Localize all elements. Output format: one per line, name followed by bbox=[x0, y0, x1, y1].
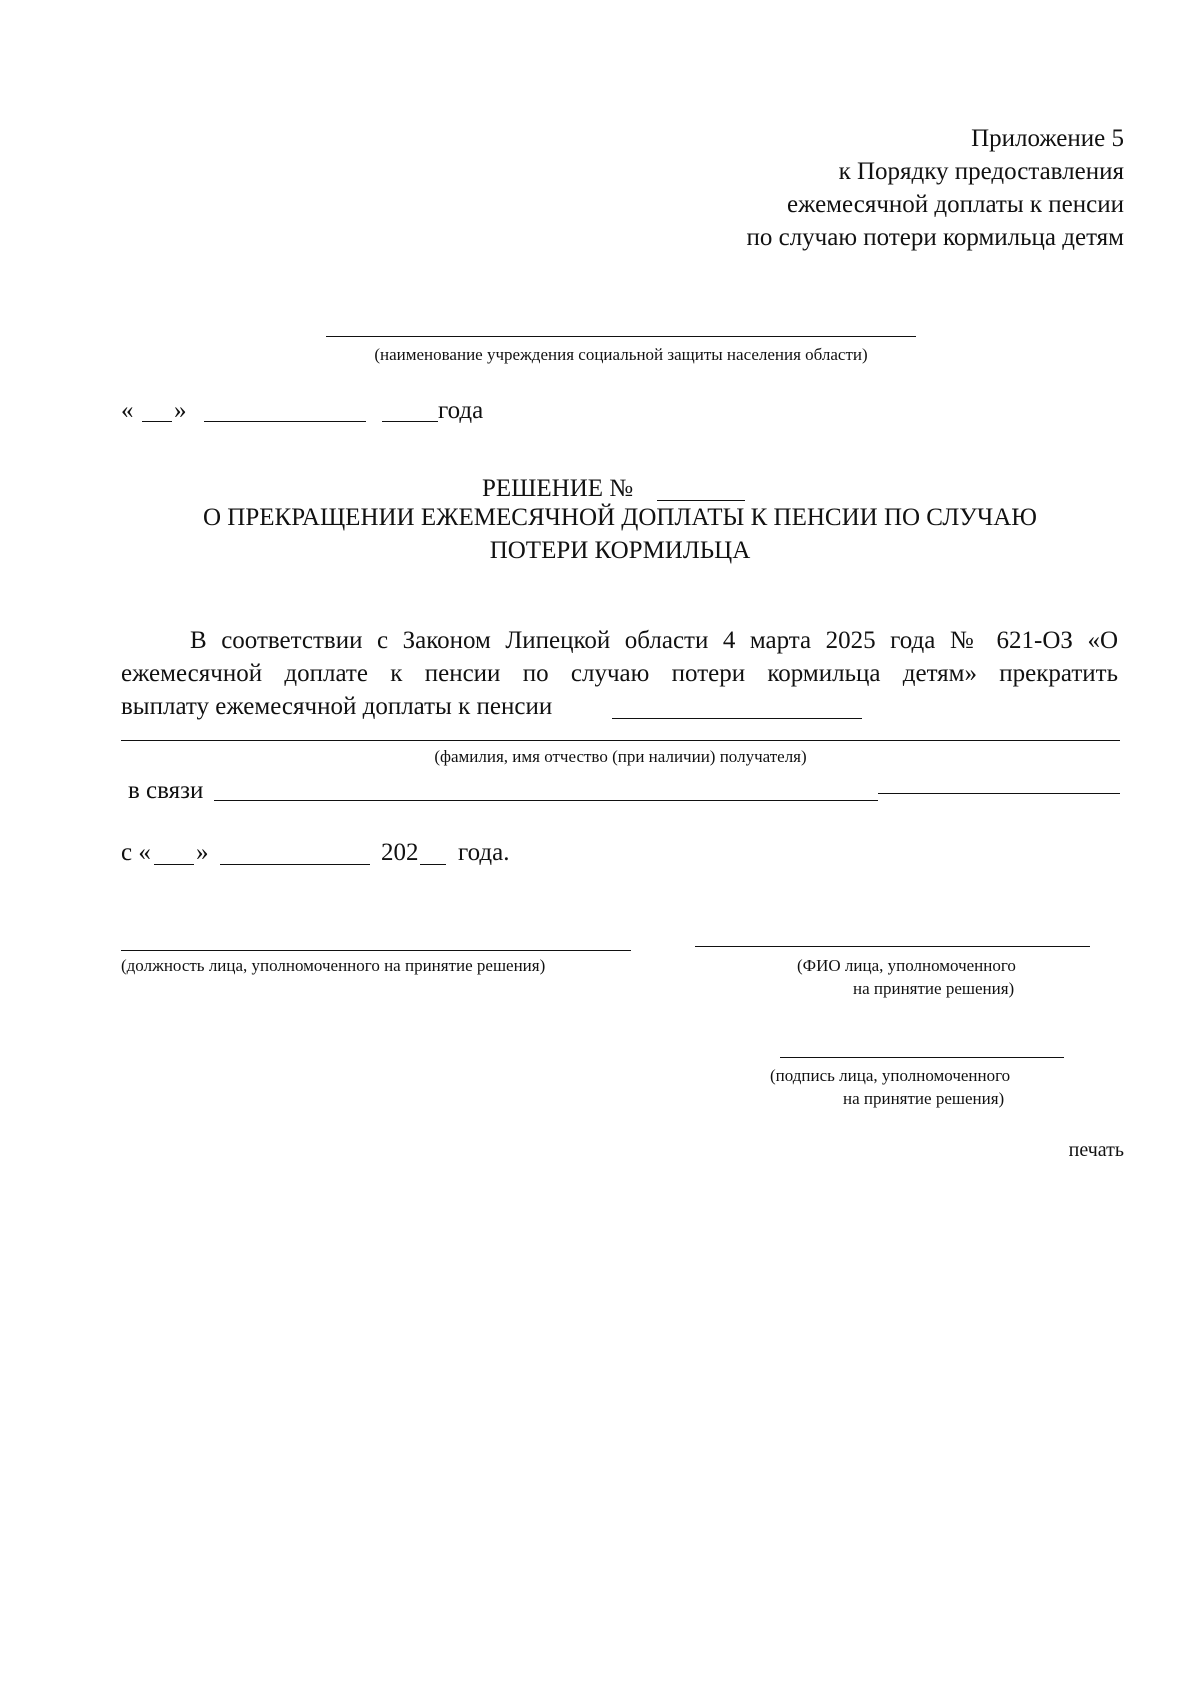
date-month-field[interactable] bbox=[204, 421, 366, 422]
pension-recipient-inline-field[interactable] bbox=[612, 718, 862, 719]
fio-caption-line-1: (ФИО лица, уполномоченного bbox=[797, 956, 1016, 975]
start-year-word: года. bbox=[458, 839, 510, 866]
stamp-label: печать bbox=[1068, 1139, 1124, 1161]
start-date-prefix: с « bbox=[121, 839, 151, 866]
date-open-quote: « bbox=[121, 397, 134, 424]
date-year-field[interactable] bbox=[382, 421, 438, 422]
reason-field[interactable] bbox=[214, 800, 878, 801]
body-line-3: выплату ежемесячной доплаты к пенсии bbox=[121, 693, 553, 720]
body-line-1: В соответствии с Законом Липецкой области 4 марта 2025 года № 621-ОЗ «О bbox=[190, 627, 1118, 654]
start-date-close-quote: » bbox=[196, 839, 209, 866]
reason-label: в связи bbox=[128, 777, 204, 804]
recipient-caption: (фамилия, имя отчество (при наличии) получателя) bbox=[434, 747, 807, 766]
reason-field-extension[interactable] bbox=[878, 793, 1120, 794]
institution-name-field[interactable] bbox=[326, 336, 916, 337]
appendix-line-4: по случаю потери кормильца детям bbox=[746, 224, 1124, 251]
fio-field[interactable] bbox=[695, 946, 1090, 947]
institution-caption: (наименование учреждения социальной защиты населения области) bbox=[374, 345, 868, 364]
decision-title-line-3: ПОТЕРИ КОРМИЛЬЦА bbox=[489, 537, 751, 564]
decision-number-field[interactable] bbox=[657, 500, 745, 501]
decision-title-line-2: О ПРЕКРАЩЕНИИ ЕЖЕМЕСЯЧНОЙ ДОПЛАТЫ К ПЕНСИИ ПО СЛУЧАЮ bbox=[202, 504, 1038, 531]
start-month-field[interactable] bbox=[220, 864, 370, 865]
appendix-line-2: к Порядку предоставления bbox=[838, 158, 1124, 185]
recipient-name-field[interactable] bbox=[121, 740, 1120, 741]
body-line-2: ежемесячной доплате к пенсии по случаю потери кормильца детям» прекратить bbox=[121, 660, 1118, 687]
date-day-field[interactable] bbox=[142, 421, 172, 422]
decision-number-label: РЕШЕНИЕ № bbox=[482, 475, 634, 502]
position-field[interactable] bbox=[121, 950, 631, 951]
appendix-line-1: Приложение 5 bbox=[971, 125, 1124, 152]
start-year-field[interactable] bbox=[420, 864, 446, 865]
start-year-prefix: 202 bbox=[381, 839, 419, 866]
appendix-line-3: ежемесячной доплаты к пенсии bbox=[787, 191, 1124, 218]
date-year-word: года bbox=[438, 397, 484, 424]
signature-field[interactable] bbox=[780, 1057, 1064, 1058]
fio-caption-line-2: на принятие решения) bbox=[853, 979, 1015, 998]
date-close-quote: » bbox=[174, 397, 187, 424]
signature-caption-line-2: на принятие решения) bbox=[843, 1089, 1005, 1108]
start-day-field[interactable] bbox=[154, 864, 194, 865]
position-caption: (должность лица, уполномоченного на принятие решения) bbox=[121, 956, 546, 975]
signature-caption-line-1: (подпись лица, уполномоченного bbox=[770, 1066, 1011, 1085]
